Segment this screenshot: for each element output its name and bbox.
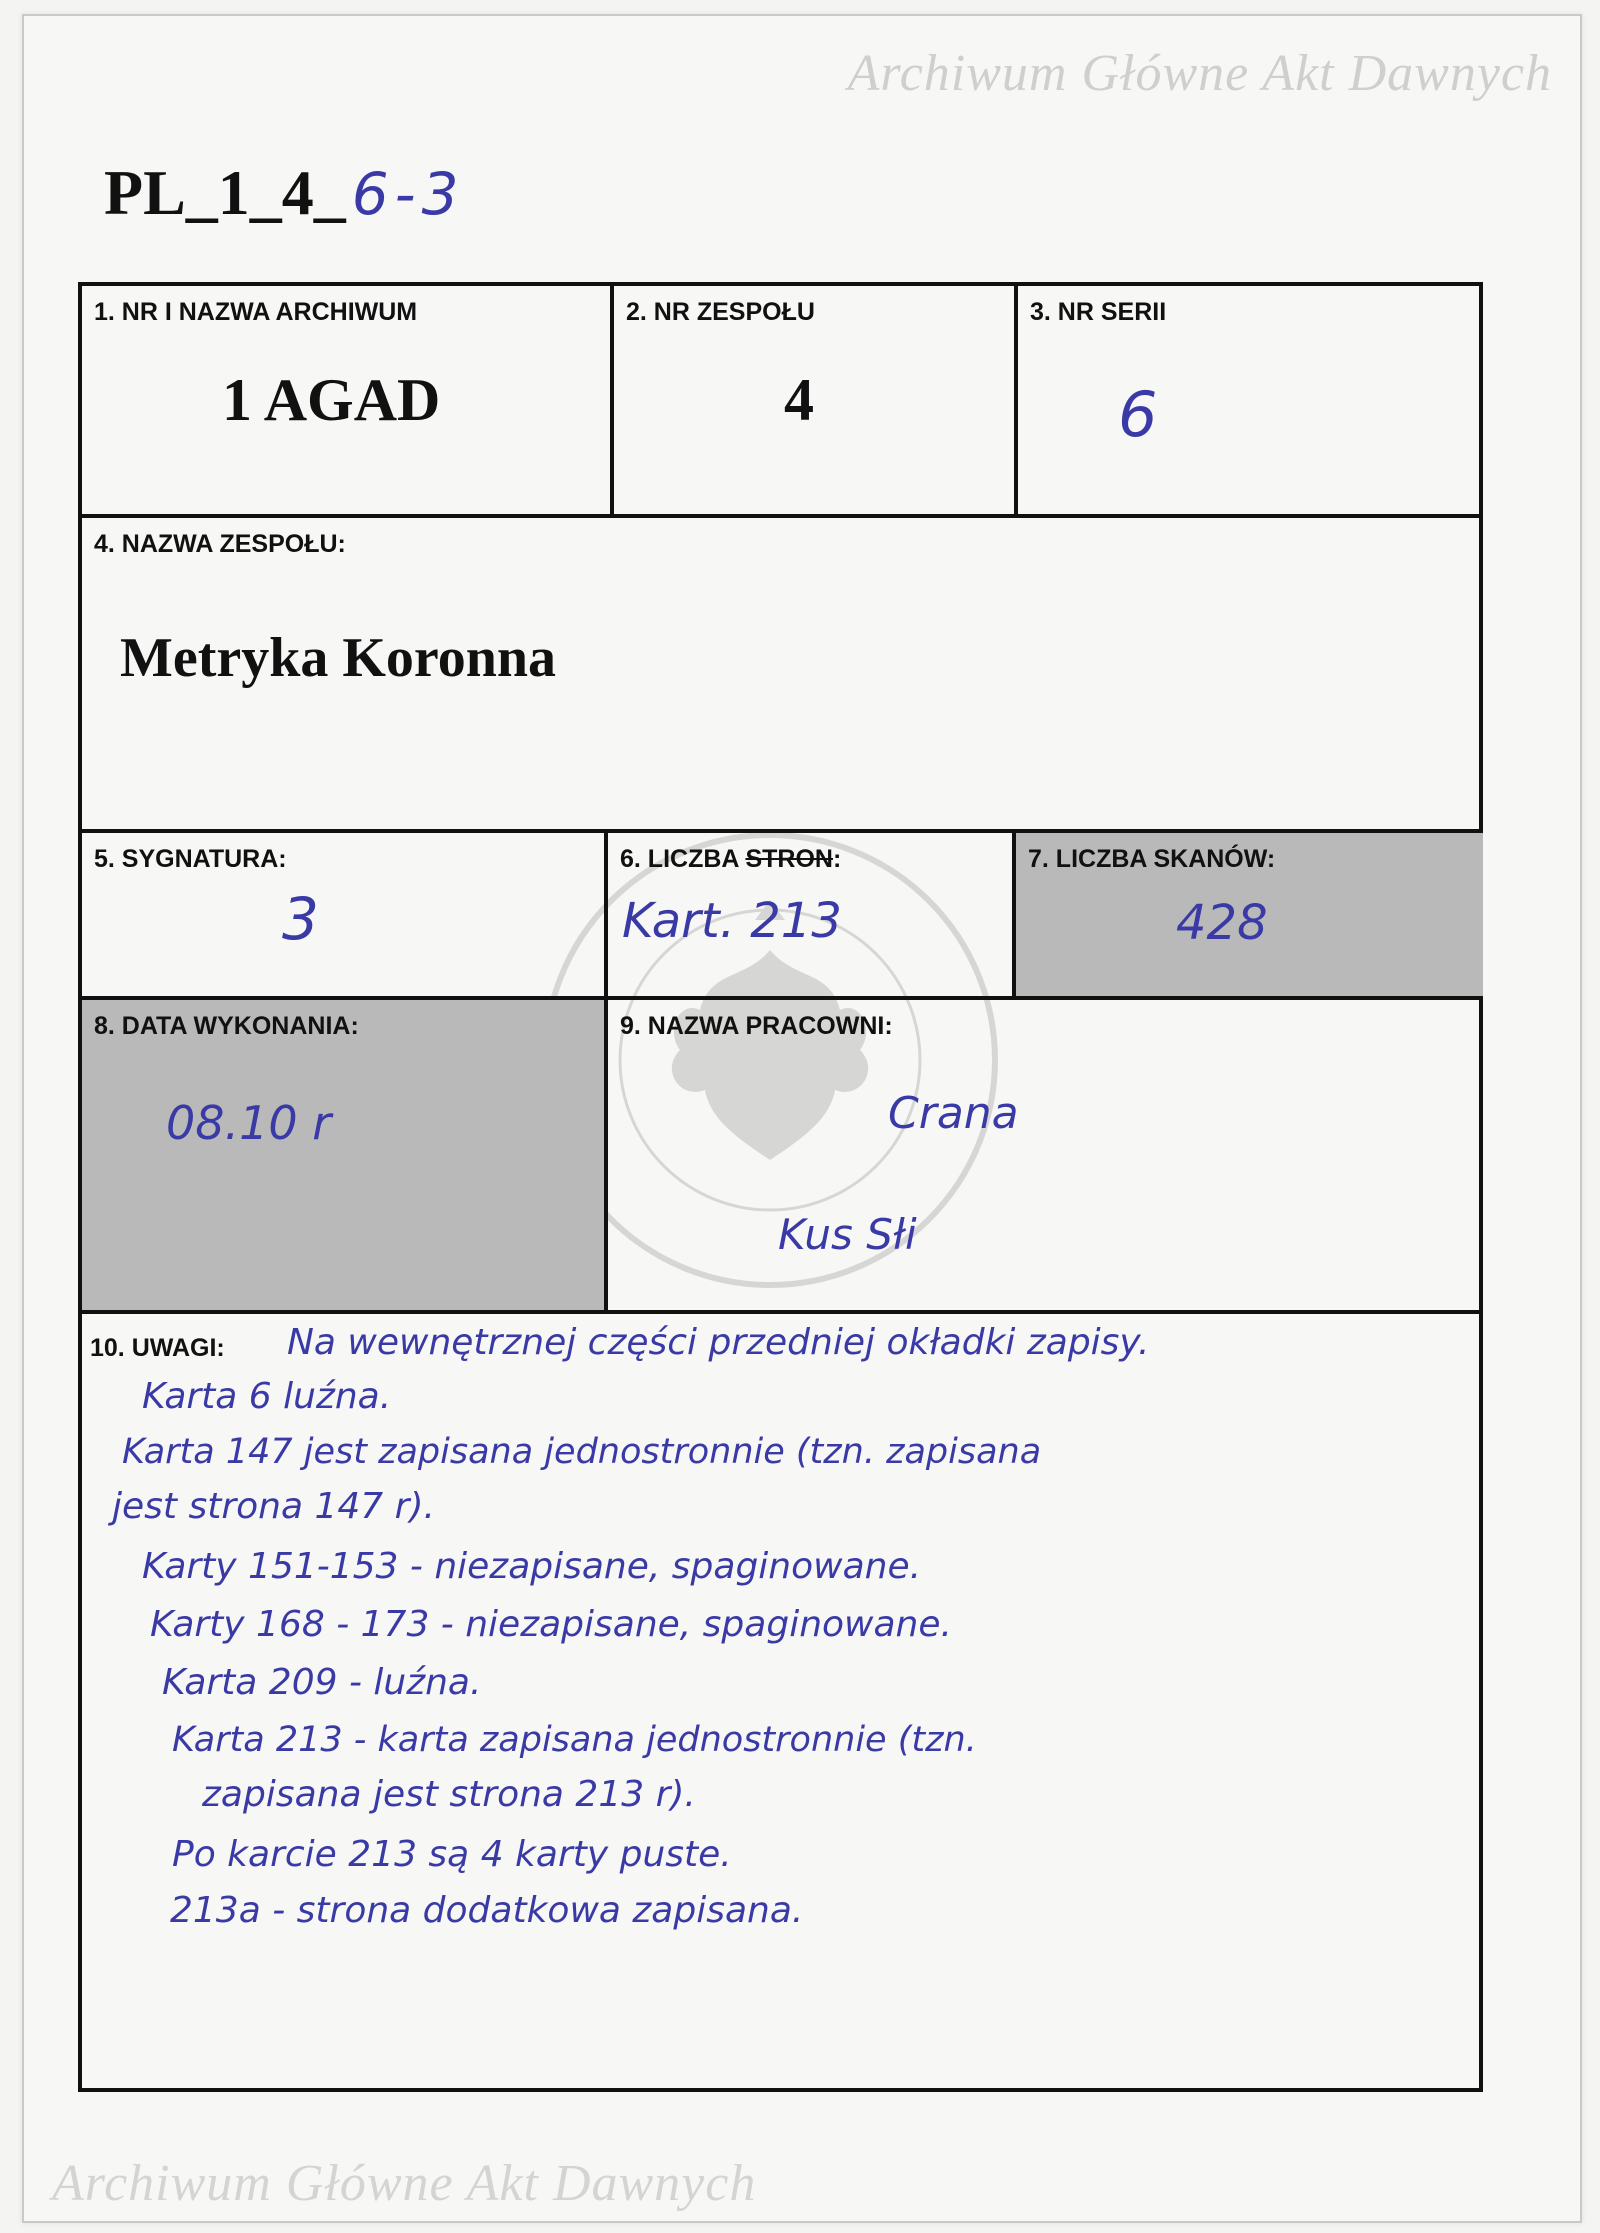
- signature-value: 3: [282, 885, 319, 953]
- remarks-line: Po karcie 213 są 4 karty puste.: [172, 1834, 732, 1875]
- remarks-label: 10. UWAGI:: [90, 1334, 225, 1362]
- pages-cell: [608, 833, 1012, 996]
- remarks-line: zapisana jest strona 213 r).: [202, 1774, 696, 1815]
- remarks-line: jest strona 147 r).: [112, 1486, 435, 1527]
- signature-cell: [82, 833, 604, 996]
- date-value: 08.10 r: [166, 1096, 332, 1150]
- remarks-line: Karta 147 jest zapisana jednostronnie (tzn. zapisana: [122, 1432, 1042, 1472]
- archive-cell: [82, 286, 610, 514]
- fonds-name-value: Metryka Koronna: [120, 627, 557, 689]
- remarks-line: Karta 209 - luźna.: [162, 1662, 482, 1703]
- fonds-name-cell: [82, 518, 1483, 829]
- reference-code-handwritten: 6-3: [351, 160, 465, 228]
- signature-label: 5. SYGNATURA:: [94, 845, 287, 873]
- workshop-value-line1: Crana: [888, 1088, 1019, 1139]
- archive-value: 1 AGAD: [222, 367, 441, 433]
- remarks-line: Karta 213 - karta zapisana jednostronnie (tzn.: [172, 1720, 977, 1760]
- archive-label: 1. NR I NAZWA ARCHIWUM: [94, 298, 418, 326]
- scans-label: 7. LICZBA SKANÓW:: [1028, 845, 1276, 873]
- remarks-line: 213a - strona dodatkowa zapisana.: [170, 1890, 804, 1931]
- remarks-line: Karta 6 luźna.: [142, 1376, 392, 1417]
- workshop-value-line2: Kus Słi: [778, 1210, 917, 1259]
- scans-value: 428: [1176, 895, 1268, 951]
- reference-code-printed: PL_1_4_: [104, 157, 346, 228]
- pages-label-suffix: :: [832, 845, 842, 873]
- reference-code: [104, 156, 465, 230]
- fonds-number-cell: [614, 286, 1014, 514]
- remarks-line: Karty 151-153 - niezapisane, spaginowane.: [142, 1546, 922, 1587]
- scans-cell: [1016, 833, 1483, 996]
- fonds-number-label: 2. NR ZESPOŁU: [626, 298, 815, 326]
- remarks-line: Karty 168 - 173 - niezapisane, spaginowane.: [150, 1604, 952, 1645]
- series-number-cell: [1018, 286, 1483, 514]
- remarks-cell: [82, 1314, 1483, 2088]
- workshop-label: 9. NAZWA PRACOWNI:: [620, 1012, 893, 1040]
- pages-label: [620, 845, 841, 874]
- metadata-form: [78, 282, 1483, 2092]
- fonds-name-label: 4. NAZWA ZESPOŁU:: [94, 530, 346, 558]
- watermark-top: Archiwum Główne Akt Dawnych: [847, 45, 1552, 102]
- pages-label-struck: STRON: [745, 845, 833, 873]
- watermark-bottom: Archiwum Główne Akt Dawnych: [52, 2155, 757, 2212]
- fonds-number-value: 4: [784, 367, 814, 433]
- workshop-cell: [608, 1000, 1483, 1310]
- pages-label-prefix: 6. LICZBA: [620, 845, 746, 873]
- series-number-label: 3. NR SERII: [1030, 298, 1167, 326]
- remarks-line: Na wewnętrznej części przedniej okładki zapisy.: [287, 1322, 1150, 1363]
- date-label: 8. DATA WYKONANIA:: [94, 1012, 359, 1040]
- date-cell: [82, 1000, 604, 1310]
- pages-value: Kart. 213: [622, 893, 842, 949]
- remarks-text: [82, 1314, 1483, 2088]
- series-number-value: 6: [1118, 378, 1158, 451]
